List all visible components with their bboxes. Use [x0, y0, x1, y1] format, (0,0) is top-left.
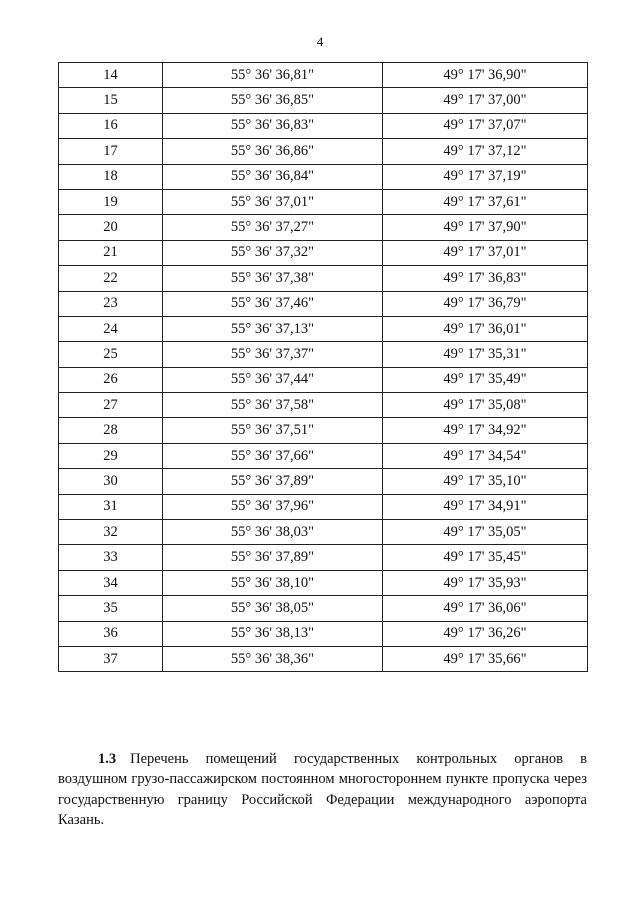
section-text: Перечень помещений государственных контрольных органов в воздушном грузо-пассажирском постоянном многостороннем пункте пропуска через государственную границу Российской Федерации международного аэропорта Казань. [58, 750, 587, 828]
table-row [59, 342, 588, 367]
table-row [59, 418, 588, 443]
latitude-cell: 55° 36' 36,86" [163, 139, 383, 164]
latitude-cell: 55° 36' 36,85" [163, 88, 383, 113]
longitude-cell: 49° 17' 37,07" [383, 113, 588, 138]
table-row [59, 621, 588, 646]
point-number-cell: 19 [59, 189, 163, 214]
table-row [59, 240, 588, 265]
longitude-cell: 49° 17' 37,19" [383, 164, 588, 189]
table-row [59, 215, 588, 240]
point-number-cell: 35 [59, 596, 163, 621]
latitude-cell: 55° 36' 36,84" [163, 164, 383, 189]
table-row [59, 266, 588, 291]
table-row [59, 469, 588, 494]
table-row [59, 570, 588, 595]
point-number-cell: 20 [59, 215, 163, 240]
longitude-cell: 49° 17' 36,06" [383, 596, 588, 621]
latitude-cell: 55° 36' 37,01" [163, 189, 383, 214]
latitude-cell: 55° 36' 36,81" [163, 63, 383, 88]
point-number-cell: 25 [59, 342, 163, 367]
page-number: 4 [316, 34, 324, 49]
latitude-cell: 55° 36' 38,36" [163, 646, 383, 671]
longitude-cell: 49° 17' 35,31" [383, 342, 588, 367]
point-number-cell: 21 [59, 240, 163, 265]
longitude-cell: 49° 17' 37,12" [383, 139, 588, 164]
table-row [59, 189, 588, 214]
coordinates-table-body [59, 63, 588, 672]
table-row [59, 88, 588, 113]
point-number-cell: 22 [59, 266, 163, 291]
longitude-cell: 49° 17' 35,05" [383, 520, 588, 545]
longitude-cell: 49° 17' 34,54" [383, 443, 588, 468]
point-number-cell: 34 [59, 570, 163, 595]
table-row [59, 443, 588, 468]
point-number-cell: 36 [59, 621, 163, 646]
table-row [59, 113, 588, 138]
longitude-cell: 49° 17' 35,10" [383, 469, 588, 494]
longitude-cell: 49° 17' 35,66" [383, 646, 588, 671]
table-row [59, 164, 588, 189]
latitude-cell: 55° 36' 37,38" [163, 266, 383, 291]
point-number-cell: 30 [59, 469, 163, 494]
table-row [59, 367, 588, 392]
latitude-cell: 55° 36' 37,27" [163, 215, 383, 240]
latitude-cell: 55° 36' 37,37" [163, 342, 383, 367]
coordinates-table [58, 62, 588, 672]
table-row [59, 316, 588, 341]
latitude-cell: 55° 36' 38,13" [163, 621, 383, 646]
section-number: 1.3 [98, 750, 117, 767]
table-row [59, 545, 588, 570]
longitude-cell: 49° 17' 35,93" [383, 570, 588, 595]
point-number-cell: 31 [59, 494, 163, 519]
longitude-cell: 49° 17' 36,90" [383, 63, 588, 88]
longitude-cell: 49° 17' 37,61" [383, 189, 588, 214]
table-row [59, 494, 588, 519]
longitude-cell: 49° 17' 36,79" [383, 291, 588, 316]
point-number-cell: 27 [59, 393, 163, 418]
latitude-cell: 55° 36' 37,66" [163, 443, 383, 468]
table-row [59, 596, 588, 621]
longitude-cell: 49° 17' 37,01" [383, 240, 588, 265]
latitude-cell: 55° 36' 37,13" [163, 316, 383, 341]
point-number-cell: 23 [59, 291, 163, 316]
section-paragraph [58, 749, 587, 831]
table-row [59, 393, 588, 418]
latitude-cell: 55° 36' 36,83" [163, 113, 383, 138]
longitude-cell: 49° 17' 37,90" [383, 215, 588, 240]
longitude-cell: 49° 17' 35,08" [383, 393, 588, 418]
latitude-cell: 55° 36' 38,03" [163, 520, 383, 545]
longitude-cell: 49° 17' 36,26" [383, 621, 588, 646]
table-row [59, 646, 588, 671]
point-number-cell: 37 [59, 646, 163, 671]
latitude-cell: 55° 36' 37,89" [163, 469, 383, 494]
table-row [59, 63, 588, 88]
point-number-cell: 33 [59, 545, 163, 570]
longitude-cell: 49° 17' 36,01" [383, 316, 588, 341]
latitude-cell: 55° 36' 37,96" [163, 494, 383, 519]
latitude-cell: 55° 36' 37,32" [163, 240, 383, 265]
table-row [59, 139, 588, 164]
latitude-cell: 55° 36' 37,89" [163, 545, 383, 570]
latitude-cell: 55° 36' 38,05" [163, 596, 383, 621]
point-number-cell: 14 [59, 63, 163, 88]
longitude-cell: 49° 17' 35,49" [383, 367, 588, 392]
point-number-cell: 28 [59, 418, 163, 443]
latitude-cell: 55° 36' 37,44" [163, 367, 383, 392]
point-number-cell: 17 [59, 139, 163, 164]
longitude-cell: 49° 17' 34,92" [383, 418, 588, 443]
point-number-cell: 29 [59, 443, 163, 468]
latitude-cell: 55° 36' 37,46" [163, 291, 383, 316]
point-number-cell: 18 [59, 164, 163, 189]
longitude-cell: 49° 17' 37,00" [383, 88, 588, 113]
point-number-cell: 15 [59, 88, 163, 113]
longitude-cell: 49° 17' 35,45" [383, 545, 588, 570]
latitude-cell: 55° 36' 38,10" [163, 570, 383, 595]
point-number-cell: 24 [59, 316, 163, 341]
point-number-cell: 26 [59, 367, 163, 392]
table-row [59, 291, 588, 316]
longitude-cell: 49° 17' 36,83" [383, 266, 588, 291]
latitude-cell: 55° 36' 37,51" [163, 418, 383, 443]
latitude-cell: 55° 36' 37,58" [163, 393, 383, 418]
longitude-cell: 49° 17' 34,91" [383, 494, 588, 519]
point-number-cell: 32 [59, 520, 163, 545]
table-row [59, 520, 588, 545]
point-number-cell: 16 [59, 113, 163, 138]
